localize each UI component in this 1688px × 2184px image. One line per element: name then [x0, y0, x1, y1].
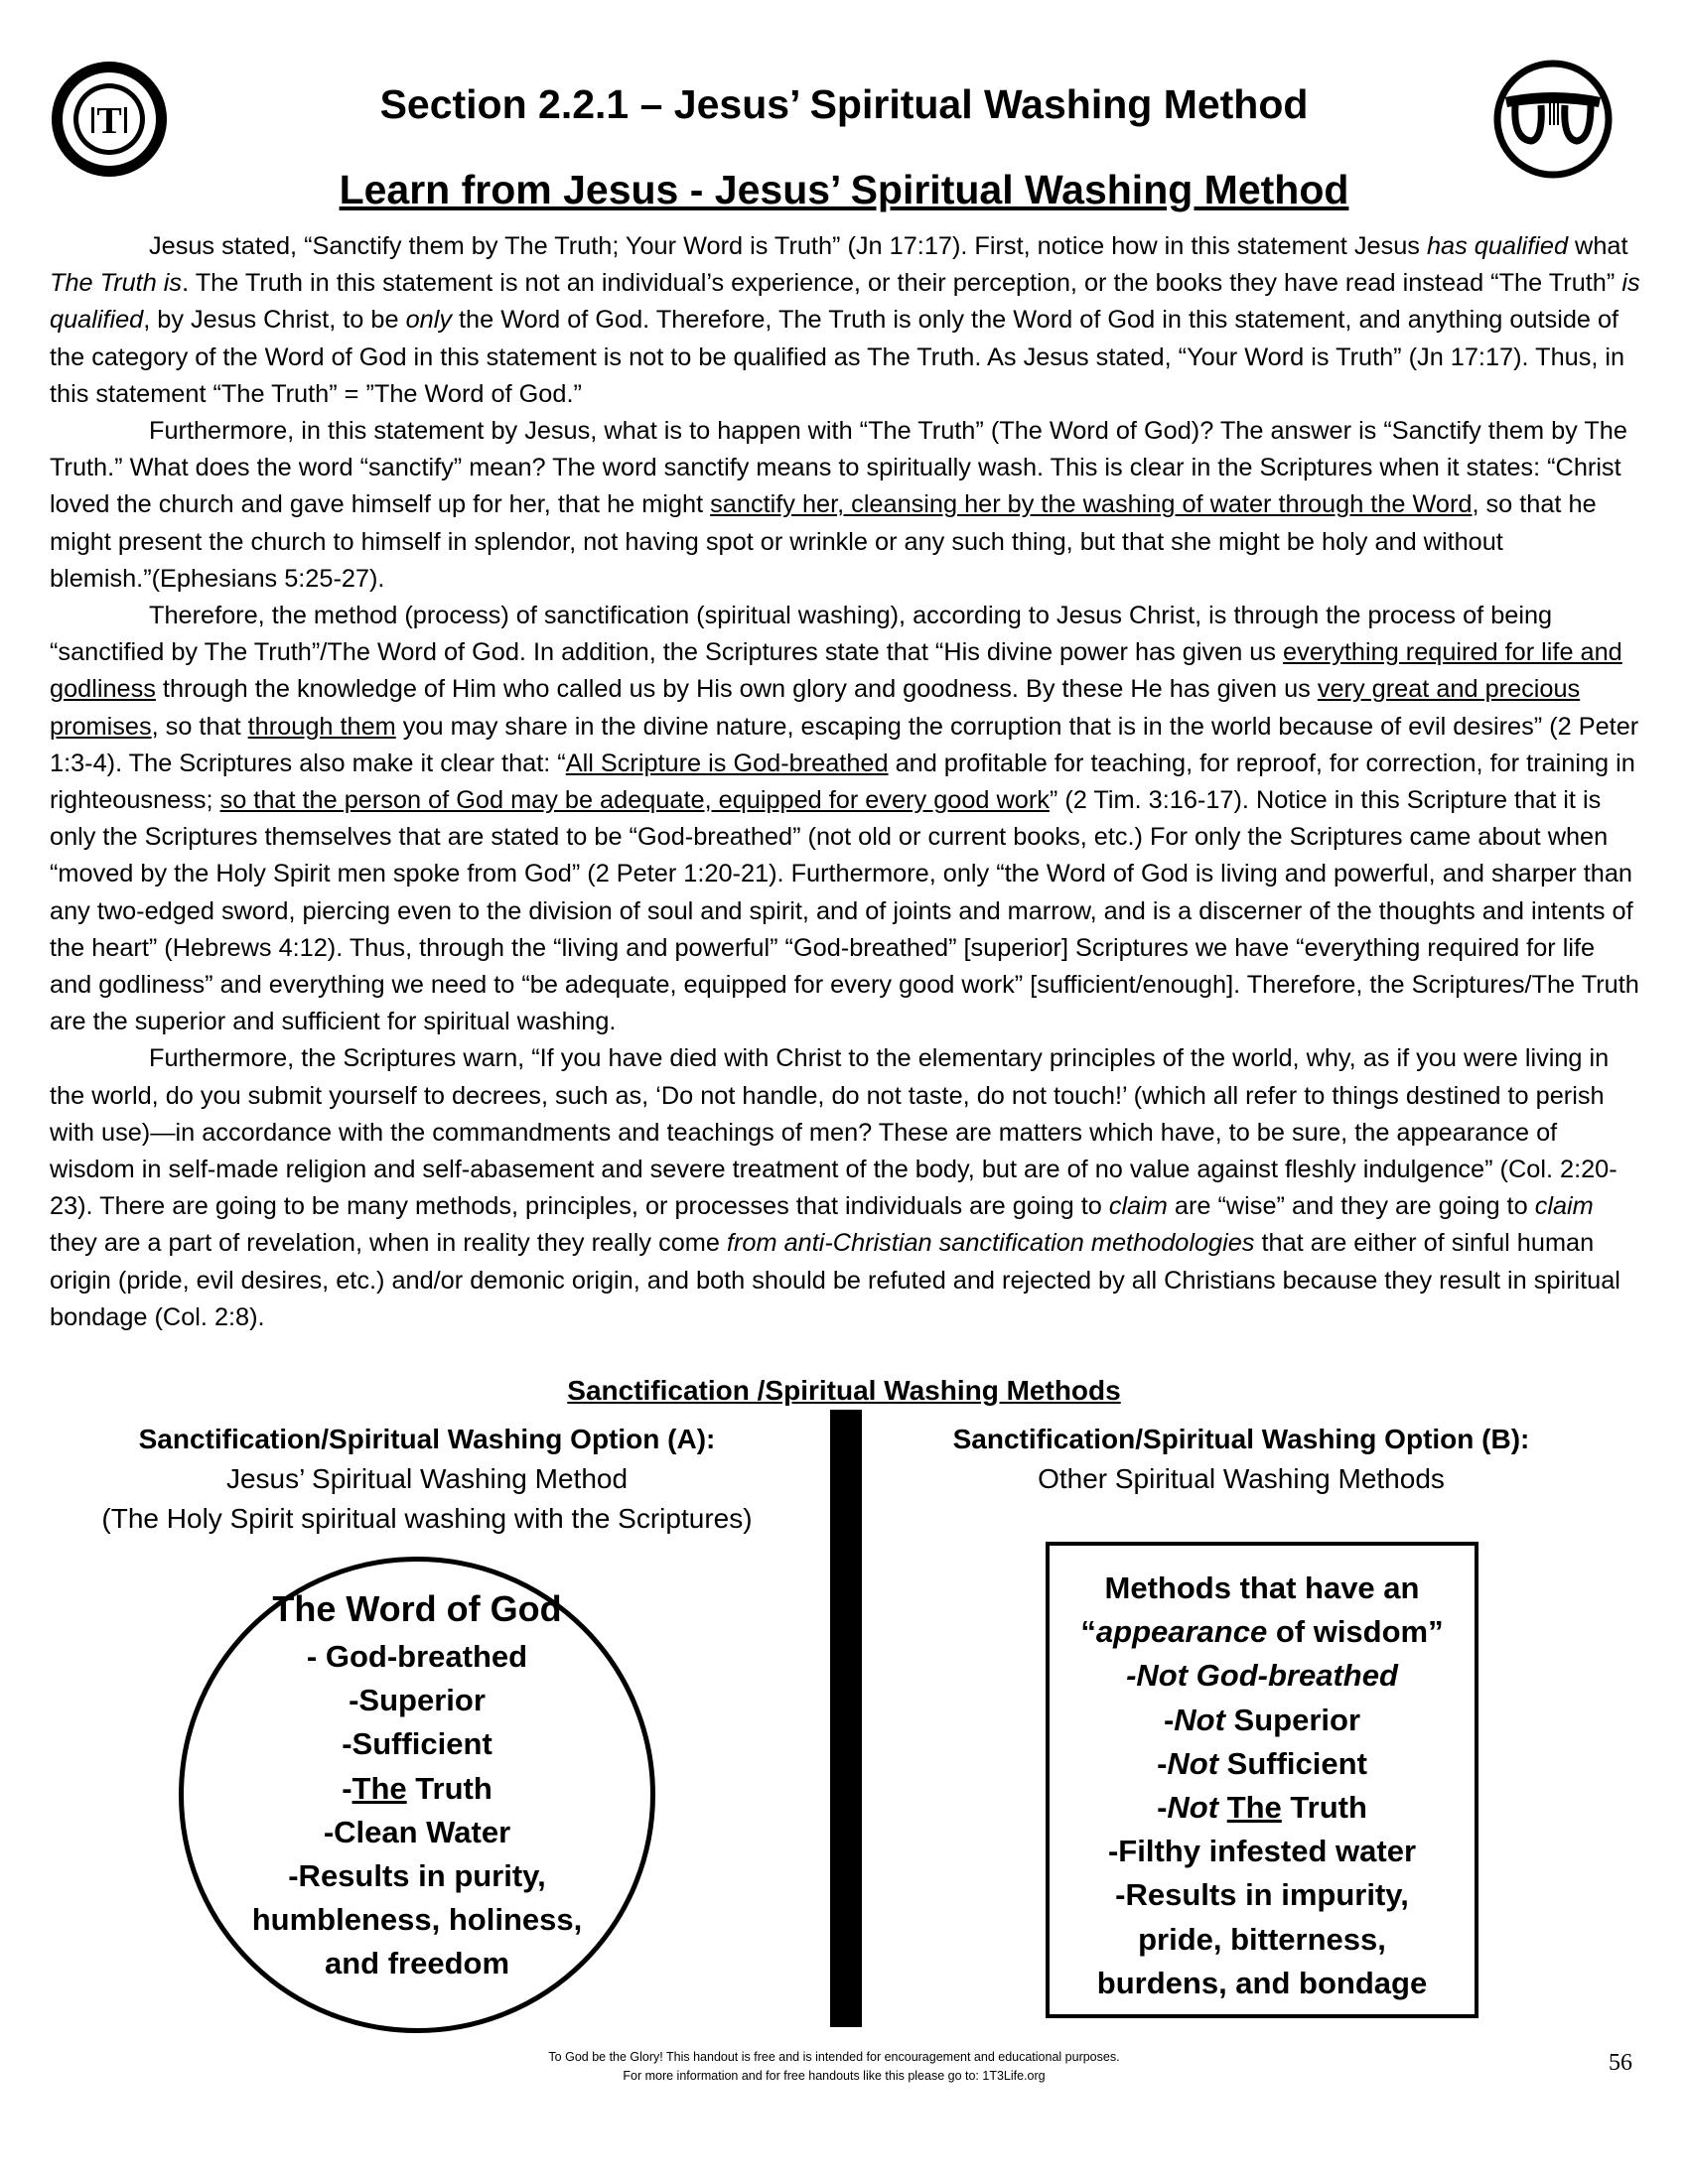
list-item: -Not God-breathed — [1126, 1658, 1398, 1694]
list-item: humbleness, holiness, — [251, 1902, 583, 1938]
list-item: -Clean Water — [323, 1814, 511, 1849]
footer-line2: For more information and for free handouts like this please go to: 1T3Life.org — [623, 2069, 1046, 2083]
list-item: Methods that have an — [1104, 1570, 1420, 1605]
list-item: “appearance of wisdom” — [1080, 1614, 1444, 1650]
paragraph-3: Therefore, the method (process) of sanctification (spiritual washing), according to Jesus Christ, is through the process of being “sanctified by The Truth”/The Word of God. In addition, the Scriptures state that “His divine power has given us everything required for life and godliness through the knowledge of Him who called us by His own glory and goodness. By these He has given us very great and precious promises, so that through them you may share in the divine nature, escaping the corruption that is in the world because of evil desires” (2 Peter 1:3-4). The Scriptures also make it clear that: “All Scripture is God-breathed and profitable for teaching, for reproof, for correction, for training in righteousness; so that the person of God may be adequate, equipped for every good work” (2 Tim. 3:16-17). Notice in this Scripture that it is only the Scriptures themselves that are stated to be “God-breathed” (not old or current books, etc.) For only the Scriptures came about when “moved by the Holy Spirit men spoke from God” (2 Peter 1:20-21). Furthermore, only “the Word of God is living and powerful, and sharper than any two-edged sword, piercing even to the division of soul and spirit, and of joints and marrow, and is a discerner of the thoughts and intents of the heart” (Hebrews 4:12). Thus, through the “living and powerful” “God-breathed” [superior] Scriptures we have “everything required for life and godliness” and everything we need to “be adequate, equipped for every good work” [sufficient/enough]. Therefore, the Scriptures/The Truth are the superior and sufficient for spiritual washing. — [50, 602, 1639, 1036]
list-item: -Not Superior — [1163, 1702, 1361, 1737]
list-item: -Filthy infested water — [1107, 1834, 1417, 1869]
other-methods-list — [1051, 1567, 1474, 2005]
body-text — [50, 228, 1643, 1336]
list-item: -Not The Truth — [1157, 1790, 1367, 1826]
list-item: -Results in impurity, — [1115, 1877, 1409, 1913]
list-item: -Superior — [349, 1683, 486, 1718]
list-item: pride, bitterness, — [1138, 1921, 1386, 1957]
word-of-god-list — [204, 1583, 631, 1986]
page-title: Section 2.2.1 – Jesus’ Spiritual Washing Method — [379, 81, 1309, 127]
option-a-line1: Jesus’ Spiritual Washing Method — [225, 1463, 629, 1494]
option-b-line1: Other Spiritual Washing Methods — [1038, 1463, 1445, 1494]
option-b-column — [874, 1420, 1609, 1499]
list-item: -Results in purity, — [288, 1858, 546, 1894]
list-item: -Sufficient — [342, 1726, 492, 1762]
option-a-heading: Sanctification/Spiritual Washing Option (A): — [138, 1424, 716, 1454]
footer — [0, 2048, 1668, 2086]
paragraph-2: Furthermore, in this statement by Jesus, what is to happen with “The Truth” (The Word of God)? The answer is “Sanctify them by The Truth.” What does the word “sanctify” mean? The word sanctify means to spiritually wash. This is clear in the Scriptures when it states: “Christ loved the church and gave himself up for her, that he might sanctify her, cleansing her by the washing of water through the Word, so that he might present the church to himself in splendor, not having spot or wrinkle or any such thing, but that she might be holy and without blemish.”(Ephesians 5:25-27). — [50, 417, 1627, 593]
divider-bar — [830, 1410, 862, 2027]
word-of-god-title: The Word of God — [272, 1588, 562, 1629]
paragraph-4: Furthermore, the Scriptures warn, “If you have died with Christ to the elementary principles of the world, why, as if you were living in the world, do you submit yourself to decrees, such as, ‘Do not handle, do not taste, do not touch!’ (which all refer to things destined to perish with use)—in accordance with the commandments and teachings of men? These are matters which have, to be sure, the appearance of wisdom in self-made religion and self-abasement and severe treatment of the body, but are of no value against fleshly indulgence” (Col. 2:20-23). There are going to be many methods, principles, or processes that individuals are going to claim are “wise” and they are going to claim they are a part of revelation, when in reality they really come from anti-Christian sanctification methodologies that are either of sinful human origin (pride, evil desires, etc.) and/or demonic origin, and both should be refuted and rejected by all Christians because they result in spiritual bondage (Col. 2:8). — [50, 1044, 1620, 1331]
list-item: burdens, and bondage — [1096, 1965, 1428, 2000]
list-item: and freedom — [324, 1946, 510, 1981]
option-b-heading: Sanctification/Spiritual Washing Option (B): — [952, 1424, 1530, 1454]
list-item: -Not Sufficient — [1157, 1745, 1367, 1781]
svg-text:T: T — [96, 100, 122, 142]
page-number: 56 — [1609, 2050, 1632, 2076]
list-item: -The Truth — [342, 1770, 492, 1806]
option-a-column — [60, 1420, 794, 1539]
page-subtitle: Learn from Jesus - Jesus’ Spiritual Washing Method — [339, 167, 1349, 212]
footer-line1: To God be the Glory! This handout is free and is intended for encouragement and educational purposes. — [548, 2050, 1120, 2064]
paragraph-1: Jesus stated, “Sanctify them by The Truth; Your Word is Truth” (Jn 17:17). First, notice how in this statement Jesus has qualified what The Truth is. The Truth in this statement is not an individual’s experience, or their perception, or the books they have read instead “The Truth” is qualified, by Jesus Christ, to be only the Word of God. Therefore, The Truth is only the Word of God in this statement, and anything outside of the category of the Word of God in this statement is not to be qualified as The Truth. As Jesus stated, “Your Word is Truth” (Jn 17:17). Thus, in this statement “The Truth” = ”The Word of God.” — [50, 232, 1640, 408]
comparison-title: Sanctification /Spiritual Washing Methods — [567, 1375, 1121, 1406]
list-item: - God-breathed — [306, 1639, 528, 1674]
option-a-line2: (The Holy Spirit spiritual washing with the Scriptures) — [101, 1503, 753, 1534]
